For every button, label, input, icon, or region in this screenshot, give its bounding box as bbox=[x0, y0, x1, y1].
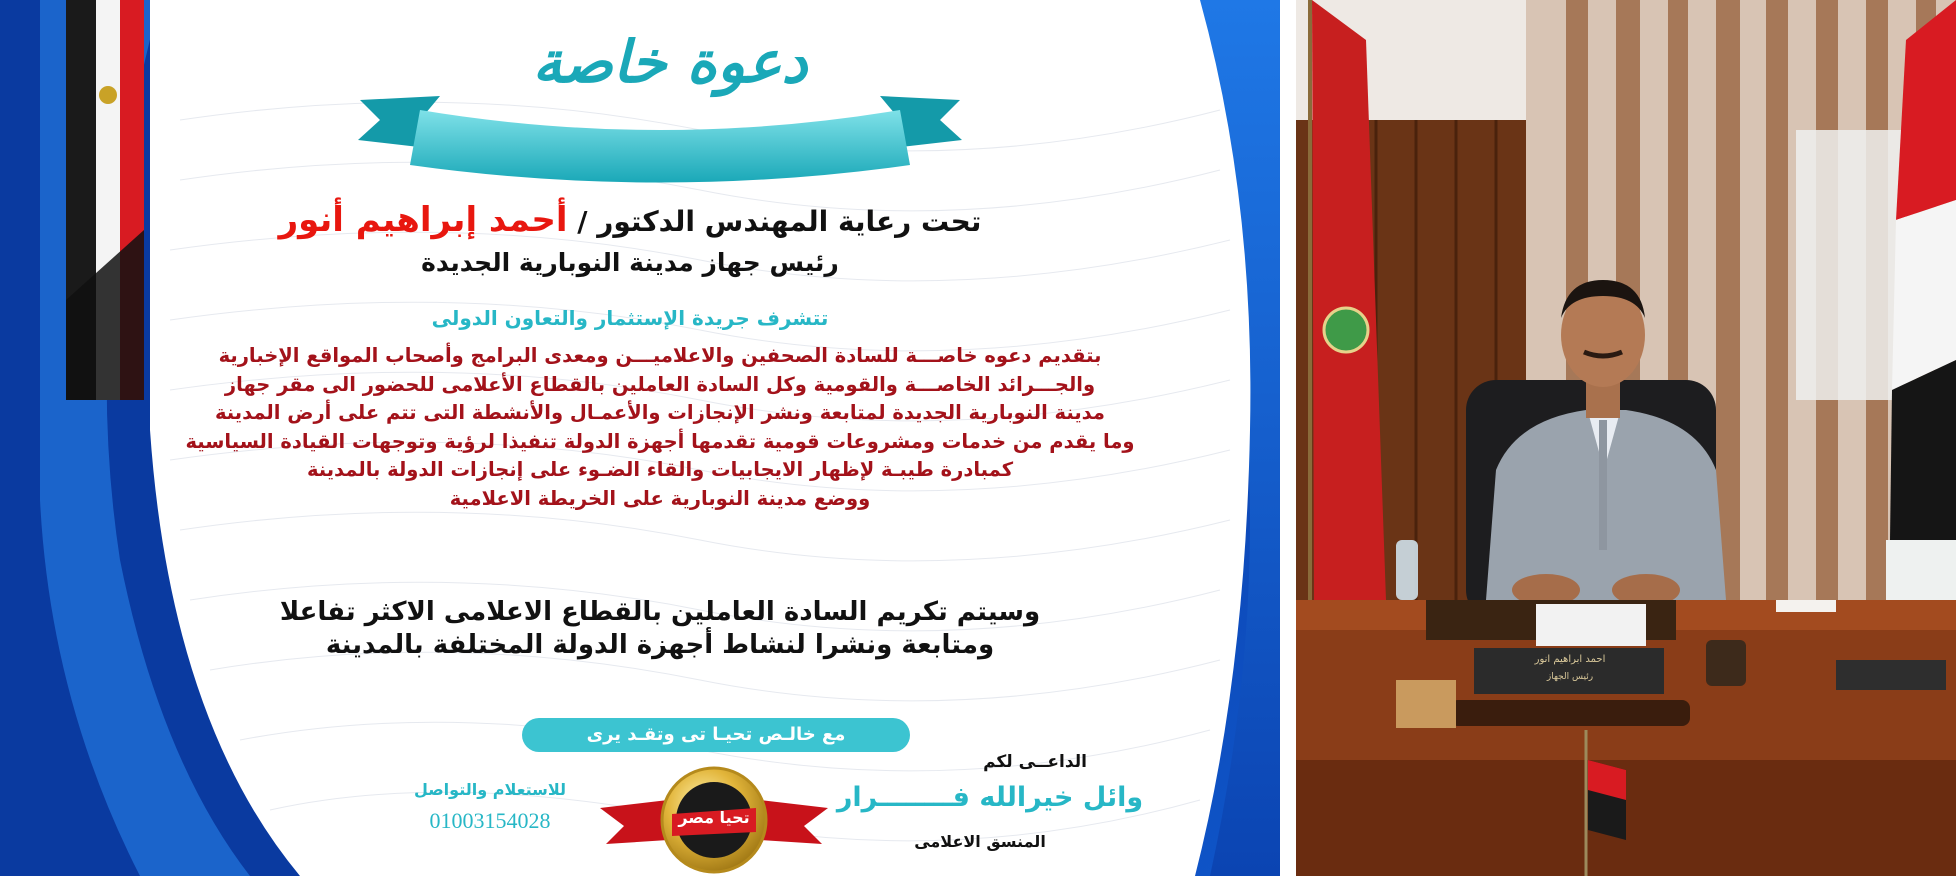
honored-line: تتشرف جريدة الإستثمار والتعاون الدولى bbox=[431, 306, 829, 330]
seal-text: تحيا مصر bbox=[678, 808, 750, 827]
honor-line: وسيتم تكريم السادة العاملين بالقطاع الاعلامى الاكثر تفاعلا bbox=[279, 597, 1041, 627]
patron-prefix: تحت رعاية المهندس الدكتور / bbox=[577, 205, 982, 238]
body-line: وما يقدم من خدمات ومشروعات قومية تقدمها أجهزة الدولة تنفيذا لرؤية وتوجهات القيادة السياسية bbox=[185, 429, 1135, 453]
card-title: دعوة خاصة bbox=[532, 28, 808, 96]
invitation-body bbox=[180, 342, 1140, 513]
body-line: كمبادرة طيبـة لإظهار الايجابيات والقاء الضـوء على إنجازات الدولة بالمدينة bbox=[306, 458, 1014, 481]
regards-pill: مع خالـص تحيـا تى وتقـد يرى bbox=[522, 718, 910, 752]
caller-role: المنسق الاعلامى bbox=[914, 832, 1046, 851]
office-photo bbox=[1296, 0, 1956, 876]
patron-name: أحمد إبراهيم أنور bbox=[278, 200, 568, 240]
contact-label: للاستعلام والتواصل bbox=[413, 780, 567, 799]
body-line: بتقديم دعوه خاصـــة للسادة الصحفين والاعلاميـــن ومعدى البرامج وأصحاب المواقع الإخبارية bbox=[218, 344, 1102, 367]
body-line: مدينة النوبارية الجديدة لمتابعة ونشر الإنجازات والأعمـال والأنشطة التى تتم على أرض المدينة bbox=[214, 401, 1105, 424]
caller-label: الداعــى لكم bbox=[983, 752, 1087, 772]
office-scene bbox=[1296, 0, 1956, 876]
title-banner bbox=[350, 0, 970, 190]
desk-nameplate: احمد ابراهيم انور bbox=[1534, 654, 1606, 665]
egypt-flag-strip bbox=[66, 0, 144, 400]
patron-role: رئيس جهاز مدينة النوبارية الجديدة bbox=[421, 248, 839, 277]
caller-name: وائل خيرالله فــــــــرار bbox=[836, 782, 1144, 813]
honor-paragraph bbox=[260, 596, 1060, 662]
honor-line: ومتابعة ونشرا لنشاط أجهزة الدولة المختلفة بالمدينة bbox=[325, 630, 995, 660]
contact-phone: 01003154028 bbox=[429, 808, 551, 833]
body-line: ووضع مدينة النوبارية على الخريطة الاعلامية bbox=[449, 486, 871, 510]
desk-nameplate-role: رئيس الجهاز bbox=[1546, 672, 1594, 682]
patron-line bbox=[250, 200, 1010, 240]
body-line: والجـــرائد الخاصـــة والقومية وكل السادة العاملين بالقطاع الأعلامى للحضور الى مقر جهاز bbox=[224, 372, 1096, 396]
